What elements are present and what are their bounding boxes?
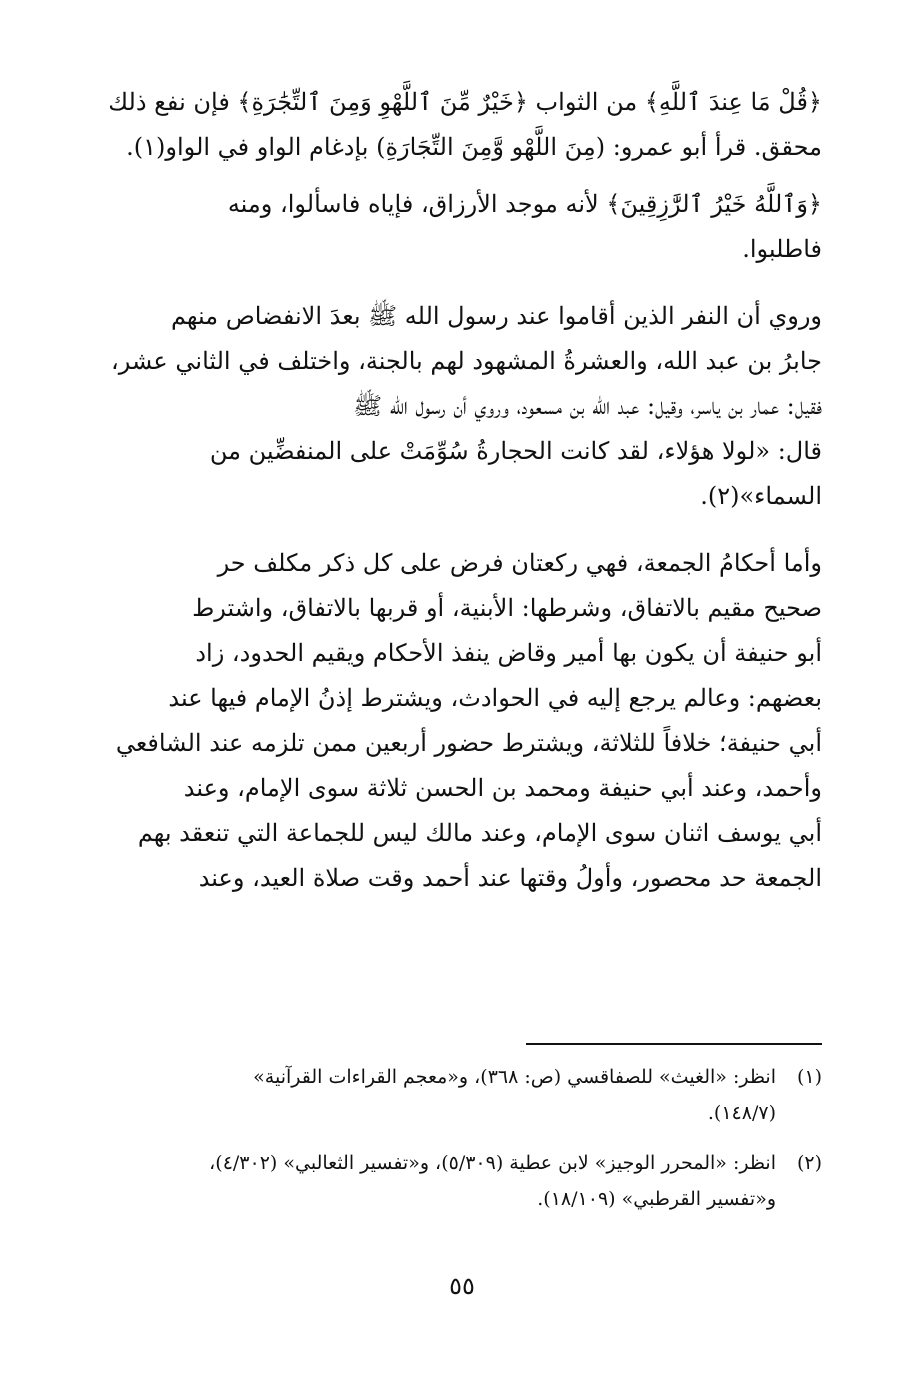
text-line: أبي حنيفة؛ خلافاً للثلاثة، ويشترط حضور أربعين ممن تلزمه عند الشافعي xyxy=(115,729,822,757)
footnote-1 xyxy=(100,1059,822,1131)
text-line: فاطلبوا. xyxy=(742,235,822,263)
footnotes xyxy=(100,1043,822,1217)
text-line: محقق. قرأ أبو عمرو: (مِنَ اللَّهْو وَّمِنَ التِّجَارَةِ) بإدغام الواو في الواو(١). xyxy=(126,133,822,161)
text-line: ﴿وَٱللَّهُ خَيْرُ ٱلرَّٰزِقِينَ﴾ لأنه موجد الأرزاق، فإياه فاسألوا، ومنه xyxy=(227,190,822,218)
text-line: قال: «لولا هؤلاء، لقد كانت الحجارةُ سُوِّمَتْ على المنفضِّين من xyxy=(209,437,822,465)
footnote-2 xyxy=(100,1145,822,1217)
footnote-line: و«تفسير القرطبي» (١٨/١٠٩). xyxy=(537,1188,776,1210)
footnote-text xyxy=(100,1145,776,1217)
text-line: صحيح مقيم بالاتفاق، وشرطها: الأبنية، أو قربها بالاتفاق، واشترط xyxy=(192,594,822,622)
text-line: الجمعة حد محصور، وأولُ وقتها عند أحمد وقت صلاة العيد، وعند xyxy=(198,864,822,892)
footnote-number: (١) xyxy=(796,1066,822,1088)
text-line: بعضهم: وعالم يرجع إليه في الحوادث، ويشترط إذنُ الإمام فيها عند xyxy=(168,684,822,712)
text-line: وأما أحكامُ الجمعة، فهي ركعتان فرض على كل ذكر مكلف حر xyxy=(217,549,822,577)
paragraph-rulings xyxy=(100,541,822,901)
text-line: السماء»(٢). xyxy=(700,482,822,510)
main-text xyxy=(100,80,822,901)
text-line: أبو حنيفة أن يكون بها أمير وقاض ينفذ الأحكام ويقيم الحدود، زاد xyxy=(195,639,822,667)
paragraph-verse-1 xyxy=(100,80,822,170)
footnote-text xyxy=(100,1059,776,1131)
footnote-line: (١٤٨/٧). xyxy=(707,1102,776,1124)
footnote-number: (٢) xyxy=(796,1152,822,1174)
text-line: وروي أن النفر الذين أقاموا عند رسول الله ﷺ بعدَ الانفضاص منهم xyxy=(170,302,822,330)
paragraph-verse-2 xyxy=(100,182,822,272)
text-line: ﴿قُلْ مَا عِندَ ٱللَّهِ﴾ من الثواب ﴿خَيْرٌ مِّنَ ٱللَّهْوِ وَمِنَ ٱلتِّجَٰرَةِ﴾ فإن نفع ذلك xyxy=(108,88,822,116)
text-line: جابرُ بن عبد الله، والعشرةُ المشهود لهم بالجنة، واختلف في الثاني عشر، xyxy=(111,347,822,375)
footnote-line: انظر: «المحرر الوجيز» لابن عطية (٥/٣٠٩)، و«تفسير الثعالبي» (٤/٣٠٢)، xyxy=(209,1152,776,1174)
page-number: ٥٥ xyxy=(449,1272,475,1300)
text-line: فقيل: عمار بن ياسر، وقيل: عبد الله بن مسعود، وروي أن رسول الله ﷺ xyxy=(353,392,822,420)
text-line: أبي يوسف اثنان سوى الإمام، وعند مالك ليس للجماعة التي تنعقد بهم xyxy=(137,819,822,847)
paragraph-narration xyxy=(100,294,822,519)
footnote-divider xyxy=(526,1043,822,1045)
text-line: وأحمد، وعند أبي حنيفة ومحمد بن الحسن ثلاثة سوى الإمام، وعند xyxy=(183,774,822,802)
footnote-line: انظر: «الغيث» للصفاقسي (ص: ٣٦٨)، و«معجم القراءات القرآنية» xyxy=(253,1066,776,1088)
